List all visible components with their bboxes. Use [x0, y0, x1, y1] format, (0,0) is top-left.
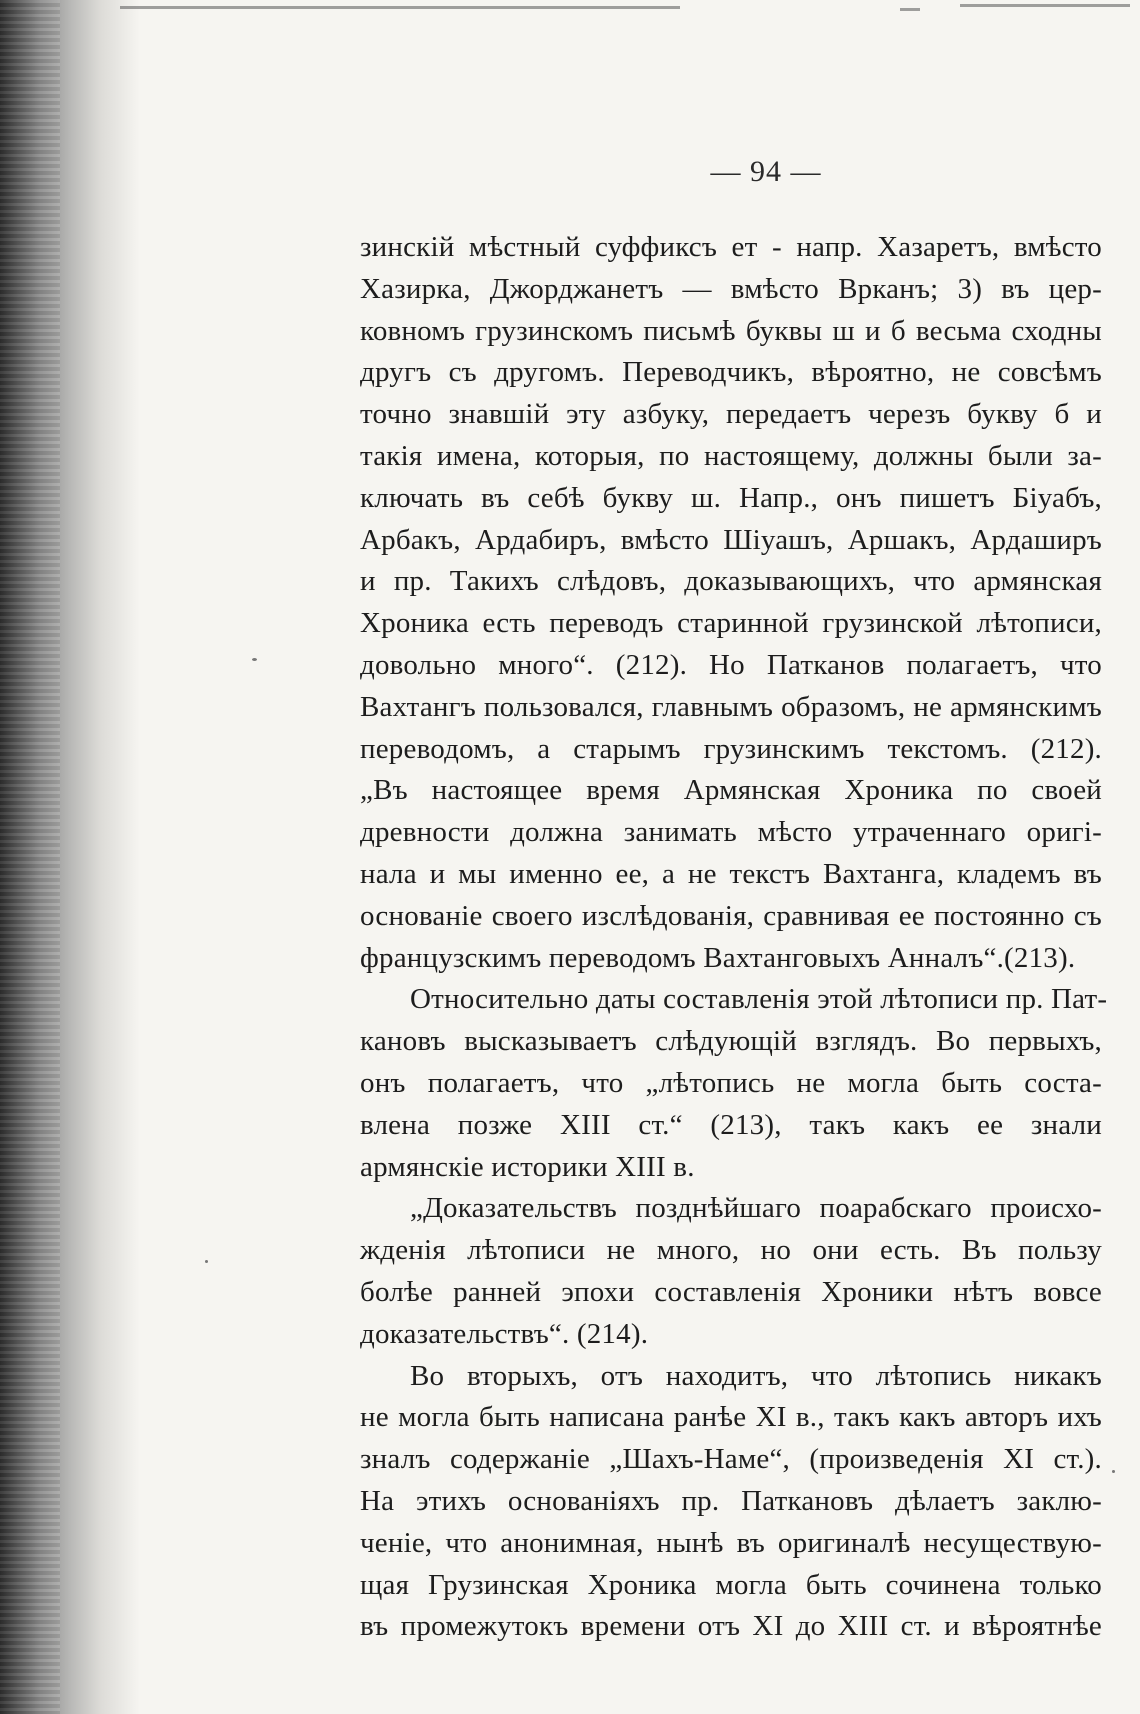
- text-line: доказательствъ“. (214).: [360, 1317, 649, 1350]
- text-line: армянскіе историки XIII в.: [360, 1150, 695, 1183]
- text-line: Хроника есть переводъ старинной грузинской лѣтописи,: [360, 607, 1102, 640]
- text-line: Во вторыхъ, отъ находитъ, что лѣтопись никакъ: [410, 1359, 1102, 1392]
- scan-speck: [205, 1260, 208, 1263]
- text-line: „Доказательствъ позднѣйшаго поарабскаго происхо-: [410, 1192, 1102, 1225]
- text-line: Арбакъ, Ардабиръ, вмѣсто Шіуашъ, Аршакъ, Ардаширъ: [360, 523, 1102, 556]
- paragraph: [360, 227, 1102, 979]
- text-line: болѣе ранней эпохи составленія Хроники нѣтъ вовсе: [360, 1275, 1102, 1308]
- text-line: другъ съ другомъ. Переводчикъ, вѣроятно, не совсѣмъ: [360, 356, 1102, 389]
- scan-top-edge: [960, 4, 1130, 7]
- text-line: кановъ высказываетъ слѣдующій взглядъ. Во первыхъ,: [360, 1025, 1102, 1058]
- text-line: ковномъ грузинскомъ письмѣ буквы ш и б весьма сходны: [360, 314, 1102, 347]
- text-line: нала и мы именно ее, а не текстъ Вахтанга, кладемъ въ: [360, 857, 1102, 890]
- body-text: [360, 227, 1108, 1648]
- text-line: и пр. Такихъ слѣдовъ, доказывающихъ, что армянская: [360, 565, 1102, 598]
- scan-top-edge: [900, 8, 920, 11]
- text-line: основаніе своего изслѣдованія, сравнивая ее постоянно съ: [360, 899, 1102, 932]
- scan-top-edge: [120, 6, 680, 9]
- book-page: [360, 155, 1108, 1648]
- text-line: жденія лѣтописи не много, но они есть. Въ пользу: [360, 1234, 1102, 1267]
- text-line: точно знавшій эту азбуку, передаетъ черезъ букву б и: [360, 398, 1102, 431]
- text-line: такія имена, которыя, по настоящему, должны были за-: [360, 439, 1102, 472]
- text-line: ключать въ себѣ букву ш. Напр., онъ пишетъ Біуабъ,: [360, 481, 1102, 514]
- text-line: „Въ настоящее время Армянская Хроника по своей: [360, 774, 1102, 807]
- text-line: На этихъ основаніяхъ пр. Паткановъ дѣлаетъ заклю-: [360, 1484, 1102, 1517]
- text-line: Относительно даты составленія этой лѣтописи пр. Пат-: [410, 983, 1108, 1016]
- text-line: Хазирка, Джорджанетъ — вмѣсто Врканъ; 3) въ цер-: [360, 272, 1102, 305]
- page-number: — 94 —: [710, 155, 822, 188]
- text-line: ченіе, что анонимная, нынѣ въ оригиналѣ несуществую-: [360, 1526, 1102, 1559]
- text-line: переводомъ, а старымъ грузинскимъ текстомъ. (212).: [360, 732, 1102, 765]
- scan-speck: [252, 658, 257, 661]
- paragraph: [360, 1356, 1102, 1649]
- text-line: древности должна занимать мѣсто утраченнаго оригі-: [360, 816, 1102, 849]
- text-line: въ промежутокъ времени отъ XI до XIII ст. и вѣроятнѣе: [360, 1610, 1102, 1643]
- text-line: французскимъ переводомъ Вахтанговыхъ Анналъ“.(213).: [360, 941, 1076, 974]
- text-line: зинскій мѣстный суффиксъ ет - напр. Хазаретъ, вмѣсто: [360, 231, 1102, 263]
- text-line: Вахтангъ пользовался, главнымъ образомъ, не армянскимъ: [360, 690, 1102, 723]
- scan-speck: [1112, 1470, 1115, 1473]
- text-line: довольно много“. (212). Но Патканов полагаетъ, что: [360, 648, 1102, 681]
- text-line: влена позже XIII ст.“ (213), такъ какъ ее знали: [360, 1108, 1102, 1141]
- text-line: не могла быть написана ранѣе XI в., такъ какъ авторъ ихъ: [360, 1401, 1102, 1434]
- text-line: щая Грузинская Хроника могла быть сочинена только: [360, 1568, 1102, 1601]
- text-line: зналъ содержаніе „Шахъ-Наме“, (произведенія XI ст.).: [360, 1443, 1102, 1476]
- scan-gutter-streaks: [0, 0, 60, 1714]
- text-line: онъ полагаетъ, что „лѣтопись не могла быть соста-: [360, 1066, 1102, 1099]
- paragraph: [360, 1188, 1102, 1355]
- paragraph: [360, 979, 1108, 1188]
